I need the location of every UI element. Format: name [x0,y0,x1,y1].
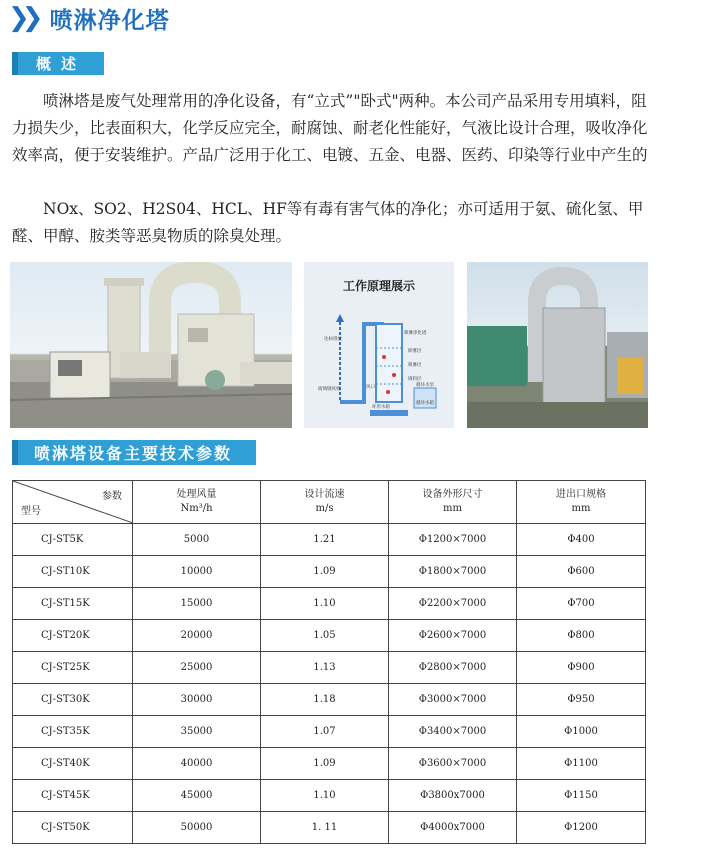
page-title: 喷淋净化塔 [49,7,170,34]
column-header-flow [133,481,261,524]
cell-port: Φ600 [517,556,646,588]
cell-model: CJ-ST10K [13,556,133,588]
working-principle-diagram [304,262,454,428]
column-header-port [517,481,646,524]
cell-size: Φ3600×7000 [389,748,517,780]
cell-port: Φ700 [517,588,646,620]
cell-flow: 35000 [133,716,261,748]
cell-model: CJ-ST35K [13,716,133,748]
cell-port: Φ950 [517,684,646,716]
overview-paragraph-1: 喷淋塔是废气处理常用的净化设备，有“立式”"卧式"两种。本公司产品采用专用填料，阻力损失少，比表面积大，化学反应完全，耐腐蚀、耐老化性能好，气液比设计合理，吸收净化效率高，便于安装维护。产品广泛用于化工、电镀、五金、电器、医药、印染等行业中产生的 [12,92,648,164]
cell-flow: 45000 [133,780,261,812]
diagram-label-spray: 喷淋层 [408,363,422,368]
cell-speed: 1.07 [261,716,389,748]
table-row [13,556,646,588]
header-diagonal-cell [13,481,133,524]
cell-size: Φ1200×7000 [389,524,517,556]
cell-model: CJ-ST20K [13,620,133,652]
cell-flow: 30000 [133,684,261,716]
column-unit: m/s [315,503,334,514]
overview-section-tag: 概述 [12,52,104,75]
cell-model: CJ-ST50K [13,812,133,844]
header-param-label: 参数 [102,491,122,502]
cell-flow: 5000 [133,524,261,556]
cell-size: Φ2800×7000 [389,652,517,684]
cell-size: Φ4000x7000 [389,812,517,844]
table-row [13,716,646,748]
table-row [13,748,646,780]
cell-port: Φ1100 [517,748,646,780]
table-row [13,780,646,812]
cell-size: Φ2200×7000 [389,588,517,620]
cell-flow: 40000 [133,748,261,780]
cell-flow: 25000 [133,652,261,684]
column-name: 设备外形尺寸 [422,489,483,500]
cell-size: Φ3400×7000 [389,716,517,748]
table-row [13,588,646,620]
column-unit: mm [571,503,591,514]
cell-flow: 50000 [133,812,261,844]
column-name: 进出口规格 [556,489,606,500]
diagram-label-packing: 填料层 [408,377,422,382]
overview-paragraph-2: NOx、SO2、H2S04、HCL、HF等有毒有害气体的净化；亦可适用于氨、硫化氢、甲醛、甲醇、胺类等恶臭物质的除臭处理。 [12,200,644,245]
column-header-size [389,481,517,524]
cell-speed: 1.10 [261,780,389,812]
cell-size: Φ2600×7000 [389,620,517,652]
cell-speed: 1.21 [261,524,389,556]
cell-model: CJ-ST5K [13,524,133,556]
cell-size: Φ1800×7000 [389,556,517,588]
table-row [13,524,646,556]
cell-speed: 1.09 [261,748,389,780]
diagram-label-exhaust: 达标排放 [324,337,342,342]
photo-tower-installation [10,262,292,428]
cell-model: CJ-ST30K [13,684,133,716]
table-header-row [13,481,646,524]
spec-table [12,480,646,844]
cell-speed: 1.13 [261,652,389,684]
cell-port: Φ1150 [517,780,646,812]
cell-flow: 20000 [133,620,261,652]
cell-port: Φ900 [517,652,646,684]
cell-speed: 1.09 [261,556,389,588]
cell-port: Φ400 [517,524,646,556]
column-header-speed [261,481,389,524]
cell-port: Φ800 [517,620,646,652]
table-row [13,684,646,716]
cell-size: Φ3800x7000 [389,780,517,812]
cell-speed: 1. 11 [261,812,389,844]
diagram-label-tower: 喷淋净化塔 [404,331,427,336]
cell-speed: 1.18 [261,684,389,716]
cell-flow: 10000 [133,556,261,588]
column-name: 处理风量 [176,489,217,500]
table-row [13,652,646,684]
diagram-label-inlet: 风口 [366,385,375,390]
table-row [13,620,646,652]
cell-model: CJ-ST45K [13,780,133,812]
photo-steel-tower [467,262,648,428]
diagram-title: 工作原理展示 [342,279,416,293]
cell-model: CJ-ST15K [13,588,133,620]
cell-size: Φ3000×7000 [389,684,517,716]
column-unit: Nm³/h [180,503,213,514]
cell-speed: 1.10 [261,588,389,620]
cell-flow: 15000 [133,588,261,620]
double-chevron-icon: ❯❯ [8,3,36,33]
diagram-label-ring: 环形水箱 [372,405,390,410]
header-model-label: 型号 [21,506,41,517]
cell-port: Φ1200 [517,812,646,844]
cell-speed: 1.05 [261,620,389,652]
diagram-label-fan: 玻璃钢风机 [318,387,341,392]
diagram-label-demister: 除雾层 [408,349,422,354]
cell-port: Φ1000 [517,716,646,748]
column-name: 设计流速 [304,489,345,500]
table-row [13,812,646,844]
cell-model: CJ-ST25K [13,652,133,684]
diagram-label-pump: 循环水泵 [416,383,434,388]
diagram-label-tank: 循环水箱 [416,401,434,406]
spec-section-tag: 喷淋塔设备主要技术参数 [12,440,256,465]
column-unit: mm [443,503,462,514]
page-header [8,2,170,34]
cell-model: CJ-ST40K [13,748,133,780]
